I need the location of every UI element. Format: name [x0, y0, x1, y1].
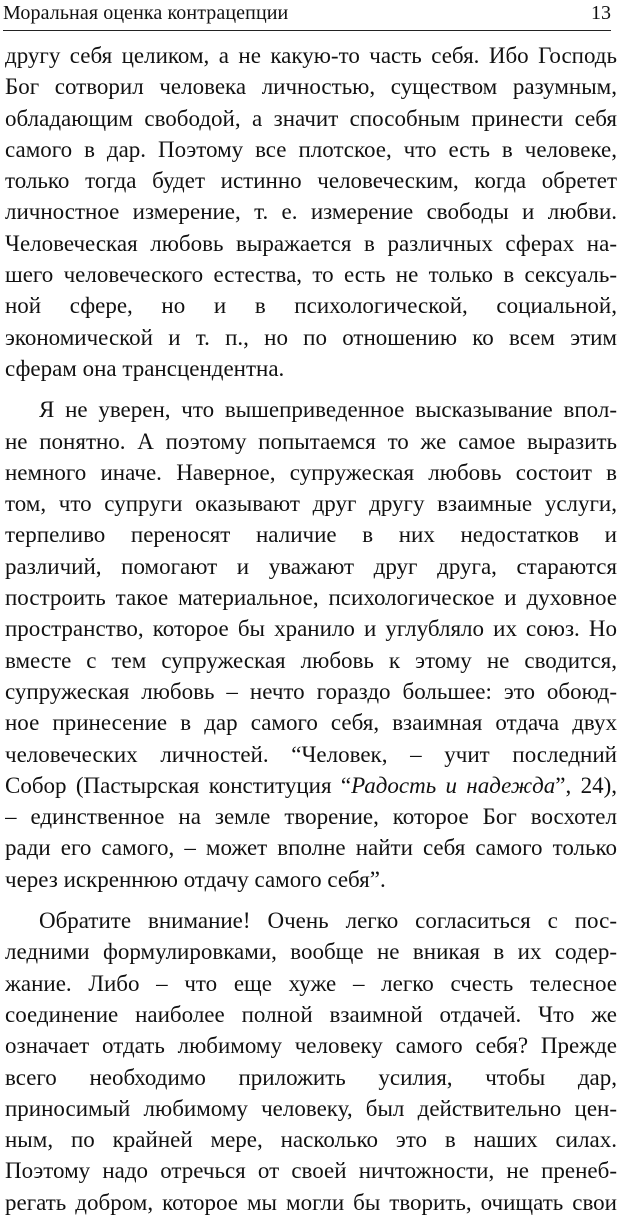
- text-line: ное принесение в дар самого себя, взаимная отдача двух: [5, 710, 617, 736]
- text-line: том, что супруги оказывают друг другу взаимные услуги,: [5, 491, 617, 517]
- text-line: супружеская любовь – нечто гораздо большее: это обоюд-: [5, 678, 617, 704]
- text-line: сферам она трансцендентна.: [5, 355, 285, 381]
- text-line: различий, помогают и уважают друг друга, стараются: [5, 553, 617, 579]
- text-line: немного иначе. Наверное, супружеская любовь состоит в: [5, 459, 617, 485]
- text-line: ледними формулировками, вообще не вникая в их содер-: [5, 939, 617, 965]
- paragraph-gap: [5, 895, 617, 905]
- text-line: регать добром, которое мы могли бы творить, очищать свои: [5, 1189, 617, 1215]
- text-line: Бог сотворил человека личностью, существом разумным,: [5, 74, 617, 100]
- text-line: Обратите внимание! Очень легко согласиться с пос-: [39, 908, 617, 934]
- text-line: ной сфере, но и в психологической, социальной,: [5, 293, 617, 319]
- text-line: личностное измерение, т. е. измерение свободы и любви.: [5, 199, 617, 225]
- body-text: [5, 40, 617, 1218]
- text-line: экономической и т. п., но по отношению ко всем этим: [5, 324, 617, 350]
- citation-prefix: Собор (Пастырская конституция “: [5, 772, 352, 798]
- text-line: – единственное на земле творение, которое Бог восхотел: [5, 804, 617, 830]
- citation-suffix: ”, 24),: [555, 772, 617, 798]
- document-title-italic: Радость и надежда: [351, 772, 556, 798]
- paragraph-2: [5, 394, 617, 895]
- text-line: Я не уверен, что вышеприведенное высказывание впол-: [39, 397, 617, 423]
- text-line: ради его самого, – может вполне найти себя самого только: [5, 835, 617, 861]
- text-line: приносимый любимому человеку, был действительно цен-: [5, 1095, 617, 1121]
- text-line: Человеческая любовь выражается в различных сферах на-: [5, 230, 617, 256]
- text-line: самого в дар. Поэтому все плотское, что есть в человеке,: [5, 136, 617, 162]
- text-line: жание. Либо – что еще хуже – легко счесть телесное: [5, 970, 617, 996]
- paragraph-gap: [5, 384, 617, 394]
- running-title: Моральная оценка контрацепции: [3, 2, 289, 24]
- text-line: через искреннюю отдачу самого себя”.: [5, 866, 386, 892]
- text-line: соединение наиболее полной взаимной отдачей. Что же: [5, 1001, 617, 1027]
- text-line: Поэтому надо отречься от своей ничтожности, не пренеб-: [5, 1158, 617, 1184]
- text-line: ным, по крайней мере, насколько это в наших силах.: [5, 1127, 617, 1153]
- page-number: 13: [591, 2, 611, 24]
- paragraph-1: [5, 40, 617, 384]
- text-line: терпеливо переносят наличие в них недостатков и: [5, 522, 617, 548]
- text-line: человеческих личностей. “Человек, – учит последний: [5, 741, 617, 767]
- text-line: только тогда будет истинно человеческим, когда обретет: [5, 168, 617, 194]
- text-line-with-citation: [5, 770, 617, 801]
- text-line: другу себя целиком, а не какую-то часть себя. Ибо Господь: [5, 43, 617, 68]
- page-header: [3, 0, 611, 31]
- text-line: означает отдать любимому человеку самого себя? Прежде: [5, 1033, 617, 1059]
- text-line: не понятно. А поэтому попытаемся то же самое выразить: [5, 428, 617, 454]
- text-line: шего человеческого естества, то есть не только в сексуаль-: [5, 262, 617, 288]
- text-line: всего необходимо приложить усилия, чтобы дар,: [5, 1064, 617, 1090]
- text-line: вместе с тем супружеская любовь к этому не сводится,: [5, 647, 617, 673]
- paragraph-3: [5, 905, 617, 1218]
- text-line: обладающим свободой, а значит способным принести себя: [5, 105, 617, 131]
- text-line: построить такое материальное, психологическое и духовное: [5, 585, 617, 611]
- text-line: пространство, которое бы хранило и углубляло их союз. Но: [5, 616, 617, 642]
